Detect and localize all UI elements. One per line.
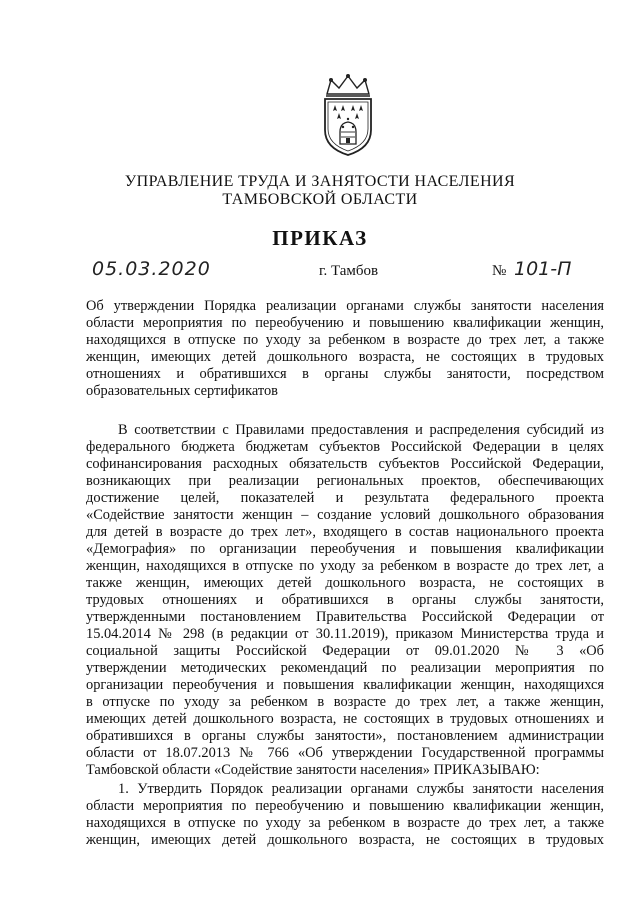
subject-line: области мероприятия по переобучению и повышению квалификации женщин, <box>86 315 604 331</box>
body-line: находящихся в отпуске по уходу за ребенком в возрасте до трех лет, а также <box>86 815 604 831</box>
body-line: области мероприятия по переобучению и повышению квалификации женщин, <box>86 798 604 814</box>
city-label: г. Тамбов <box>319 263 379 279</box>
body-line: организации переобучения и повышения квалификации женщин, находящихся <box>86 677 604 693</box>
body-line: софинансирования расходных обязательств субъектов Российской Федерации, <box>86 456 604 472</box>
body-line: 1. Утвердить Порядок реализации органами службы занятости населения <box>118 781 604 797</box>
body-line: «Демография» по организации переобучения и повышения квалификации <box>86 541 604 557</box>
organization-name-line-2: ТАМБОВСКОЙ ОБЛАСТИ <box>222 191 418 208</box>
subject-line: образовательных сертификатов <box>86 383 278 399</box>
body-line: обратившихся в органы службы занятости», постановлением администрации <box>86 728 604 744</box>
coat-of-arms-emblem-icon <box>313 72 383 158</box>
body-line: 15.04.2014 № 298 (в редакции от 30.11.2019), приказом Министерства труда и <box>86 626 604 642</box>
body-line: также женщин, имеющих детей дошкольного возраста, не состоящих в <box>86 575 604 591</box>
body-line: имеющих детей дошкольного возраста, не состоящих в трудовых отношениях и <box>86 711 604 727</box>
body-line: трудовых отношениях и обратившихся в органы службы занятости, <box>86 592 604 608</box>
body-line: социальной защиты Российской Федерации от 09.01.2020 № 3 «Об <box>86 643 604 659</box>
subject-line: отношениях и обратившихся в органы службы занятости, посредством <box>86 366 604 382</box>
body-line: для детей в возрасте до трех лет», входящего в состав национального проекта <box>86 524 604 540</box>
body-line: «Содействие занятости женщин – создание условий дошкольного образования <box>86 507 604 523</box>
document-type-title: ПРИКАЗ <box>272 226 368 250</box>
organization-name-line-1: УПРАВЛЕНИЕ ТРУДА И ЗАНЯТОСТИ НАСЕЛЕНИЯ <box>124 173 516 190</box>
subject-line: женщин, имеющих детей дошкольного возраста, не состоящих в трудовых <box>86 349 604 365</box>
subject-line: находящихся в отпуске по уходу за ребенком в возрасте до трех лет, а также <box>86 332 604 348</box>
body-line: достижение целей, показателей и результата федерального проекта <box>86 490 604 506</box>
body-line: федерального бюджета бюджетам субъектов Российской Федерации в целях <box>86 439 604 455</box>
body-line: области от 18.07.2013 № 766 «Об утверждении Государственной программы <box>86 745 604 761</box>
handwritten-order-number: 101-П <box>514 258 572 280</box>
body-line: В соответствии с Правилами предоставления и распределения субсидий из <box>118 422 604 438</box>
body-line: утвержденными постановлением Правительства Российской Федерации от <box>86 609 604 625</box>
body-line: Тамбовской области «Содействие занятости населения» ПРИКАЗЫВАЮ: <box>86 762 540 778</box>
body-line: возникающих при реализации региональных проектов, обеспечивающих <box>86 473 604 489</box>
number-label: № <box>492 263 507 279</box>
body-line: женщин, имеющих детей дошкольного возраста, не состоящих в трудовых <box>86 832 604 848</box>
body-line: утверждении методических рекомендаций по реализации мероприятия по <box>86 660 604 676</box>
handwritten-date: 05.03.2020 <box>92 258 211 280</box>
subject-line: Об утверждении Порядка реализации органами службы занятости населения <box>86 298 604 314</box>
body-line: в отпуске по уходу за ребенком в возрасте до трех лет, а также женщин, <box>86 694 604 710</box>
body-line: женщин, находящихся в отпуске по уходу за ребенком в возрасте до трех лет, а <box>86 558 604 574</box>
